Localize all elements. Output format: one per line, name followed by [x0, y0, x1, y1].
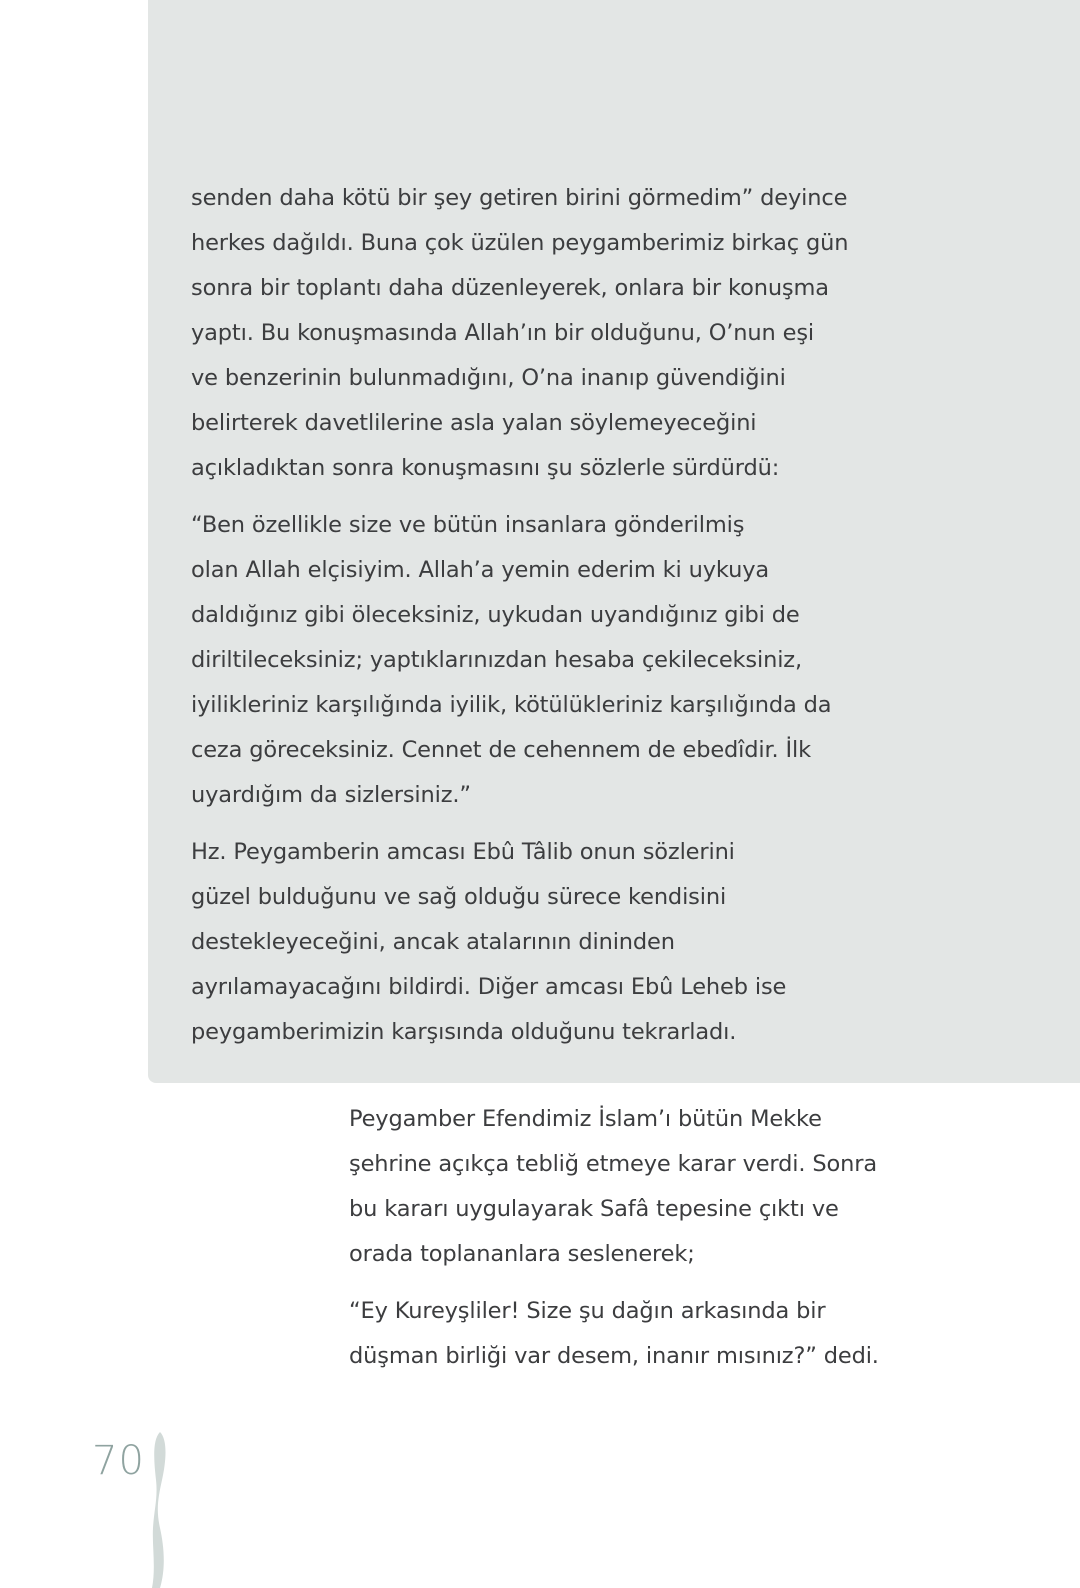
text-line: orada toplananlara seslenerek;	[349, 1241, 695, 1267]
text-line: Hz. Peygamberin amcası Ebû Tâlib onun sözlerini	[191, 839, 735, 865]
text-line: açıkladıktan sonra konuşmasını şu sözlerle sürdürdü:	[191, 455, 780, 481]
page-number: 70	[92, 1438, 145, 1484]
text-line: şehrine açıkça tebliğ etmeye karar verdi. Sonra	[349, 1151, 877, 1177]
panel-paragraph-3	[191, 830, 851, 1055]
text-line: ceza göreceksiniz. Cennet de cehennem de ebedîdir. İlk	[191, 737, 811, 763]
text-line: herkes dağıldı. Buna çok üzülen peygamberimiz birkaç gün	[191, 230, 849, 256]
text-line: destekleyeceğini, ancak atalarının dininden	[191, 929, 675, 955]
text-line: senden daha kötü bir şey getiren birini görmedim” deyince	[191, 185, 848, 211]
text-line: daldığınız gibi öleceksiniz, uykudan uyandığınız gibi de	[191, 602, 800, 628]
text-line: Peygamber Efendimiz İslam’ı bütün Mekke	[349, 1106, 822, 1132]
text-line: düşman birliği var desem, inanır mısınız?” dedi.	[349, 1343, 879, 1369]
leaf-ornament-icon	[148, 1432, 172, 1588]
text-line: “Ey Kureyşliler! Size şu dağın arkasında bir	[349, 1298, 826, 1324]
text-line: diriltileceksiniz; yaptıklarınızdan hesaba çekileceksiniz,	[191, 647, 802, 673]
panel-paragraph-1	[191, 176, 851, 491]
text-line: iyilikleriniz karşılığında iyilik, kötülükleriniz karşılığında da	[191, 692, 832, 718]
text-line: olan Allah elçisiyim. Allah’a yemin ederim ki uykuya	[191, 557, 770, 583]
text-line: yaptı. Bu konuşmasında Allah’ın bir olduğunu, O’nun eşi	[191, 320, 814, 346]
lower-text-block	[349, 1097, 1049, 1391]
text-line: “Ben özellikle size ve bütün insanlara gönderilmiş	[191, 512, 745, 538]
text-line: belirterek davetlilerine asla yalan söylemeyeceğini	[191, 410, 757, 436]
panel-text-block	[191, 176, 851, 1067]
text-line: ve benzerinin bulunmadığını, O’na inanıp güvendiğini	[191, 365, 786, 391]
text-line: sonra bir toplantı daha düzenleyerek, onlara bir konuşma	[191, 275, 829, 301]
text-line: bu kararı uygulayarak Safâ tepesine çıktı ve	[349, 1196, 839, 1222]
lower-paragraph-2-quote	[349, 1289, 1049, 1379]
text-line: ayrılamayacağını bildirdi. Diğer amcası Ebû Leheb ise	[191, 974, 787, 1000]
text-line: güzel bulduğunu ve sağ olduğu sürece kendisini	[191, 884, 727, 910]
text-line: peygamberimizin karşısında olduğunu tekrarladı.	[191, 1019, 737, 1045]
text-line: uyardığım da sizlersiniz.”	[191, 782, 471, 808]
lower-paragraph-1	[349, 1097, 1049, 1277]
panel-paragraph-2-quote	[191, 503, 851, 818]
